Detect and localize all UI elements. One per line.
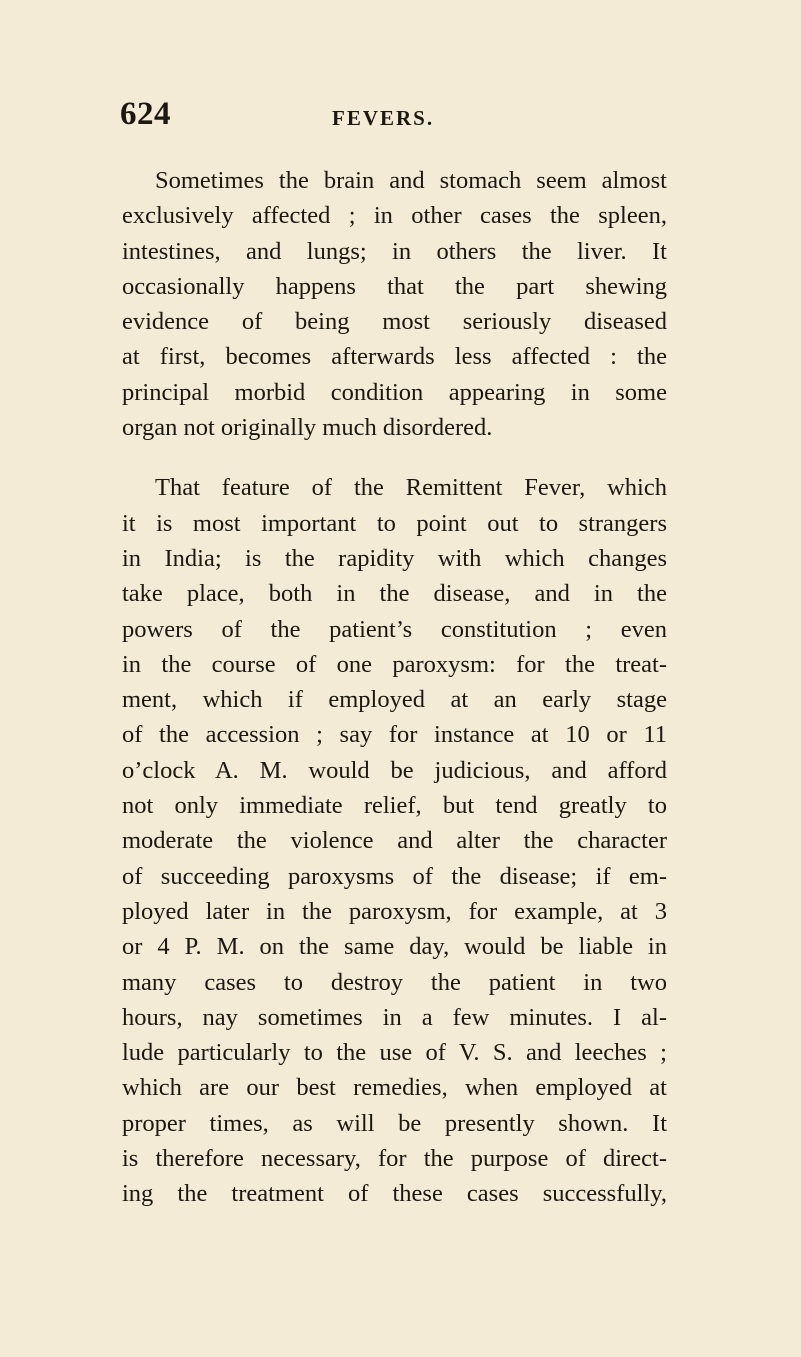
paragraph-1-line-3: intestines, and lungs; in others the liver. It (122, 237, 667, 265)
body-text (122, 163, 667, 1212)
paragraph-2-line-14: or 4 P. M. on the same day, would be liable in (122, 933, 667, 961)
paragraph-2-line-16: hours, nay sometimes in a few minutes. I al- (122, 1003, 667, 1031)
paragraph-2-line-5: powers of the patient’s constitution ; even (122, 615, 667, 643)
paragraph-2-line-13: ployed later in the paroxysm, for example, at 3 (122, 897, 667, 925)
paragraph-2-line-12: of succeeding paroxysms of the disease; if em- (122, 862, 667, 890)
paragraph-1-line-1: Sometimes the brain and stomach seem almost (155, 167, 667, 194)
running-title: FEVERS. (332, 106, 435, 130)
paragraph-1-line-4: occasionally happens that the part shewing (122, 272, 667, 300)
paragraph-2-line-4: take place, both in the disease, and in the (122, 580, 667, 608)
paragraph-1-line-8: organ not originally much disordered. (122, 414, 493, 442)
paragraph-1-line-6: at first, becomes afterwards less affected : the (122, 343, 667, 371)
paragraph-2-line-17: lude particularly to the use of V. S. and leeches ; (122, 1039, 667, 1067)
paragraph-1-line-5: evidence of being most seriously diseased (122, 308, 667, 336)
paragraph-2-line-20: is therefore necessary, for the purpose of direct- (122, 1145, 667, 1173)
page-number: 624 (120, 96, 171, 132)
paragraph-2-line-9: o’clock A. M. would be judicious, and afford (122, 756, 667, 784)
paragraph-2-line-19: proper times, as will be presently shown. It (122, 1109, 667, 1137)
paragraph-gap (122, 445, 667, 470)
paragraph-2-line-2: it is most important to point out to strangers (122, 509, 667, 537)
paragraph-2-line-10: not only immediate relief, but tend greatly to (122, 792, 667, 820)
page-header (120, 96, 680, 140)
paragraph-2-line-18: which are our best remedies, when employed at (122, 1074, 667, 1102)
paragraph-1-line-7: principal morbid condition appearing in some (122, 378, 667, 406)
paragraph-2-line-15: many cases to destroy the patient in two (122, 968, 667, 996)
paragraph-2-line-11: moderate the violence and alter the character (122, 827, 667, 855)
paragraph-2-line-6: in the course of one paroxysm: for the treat- (122, 650, 667, 678)
paragraph-2-line-1: That feature of the Remittent Fever, which (155, 474, 667, 502)
paragraph-2-line-21: ing the treatment of these cases successfully, (122, 1180, 667, 1208)
paragraph-2-line-8: of the accession ; say for instance at 10 or 11 (122, 721, 667, 749)
paragraph-2-line-3: in India; is the rapidity with which changes (122, 544, 667, 572)
paragraph-2-line-7: ment, which if employed at an early stage (122, 686, 667, 714)
paragraph-1-line-2: exclusively affected ; in other cases the spleen, (122, 202, 667, 230)
